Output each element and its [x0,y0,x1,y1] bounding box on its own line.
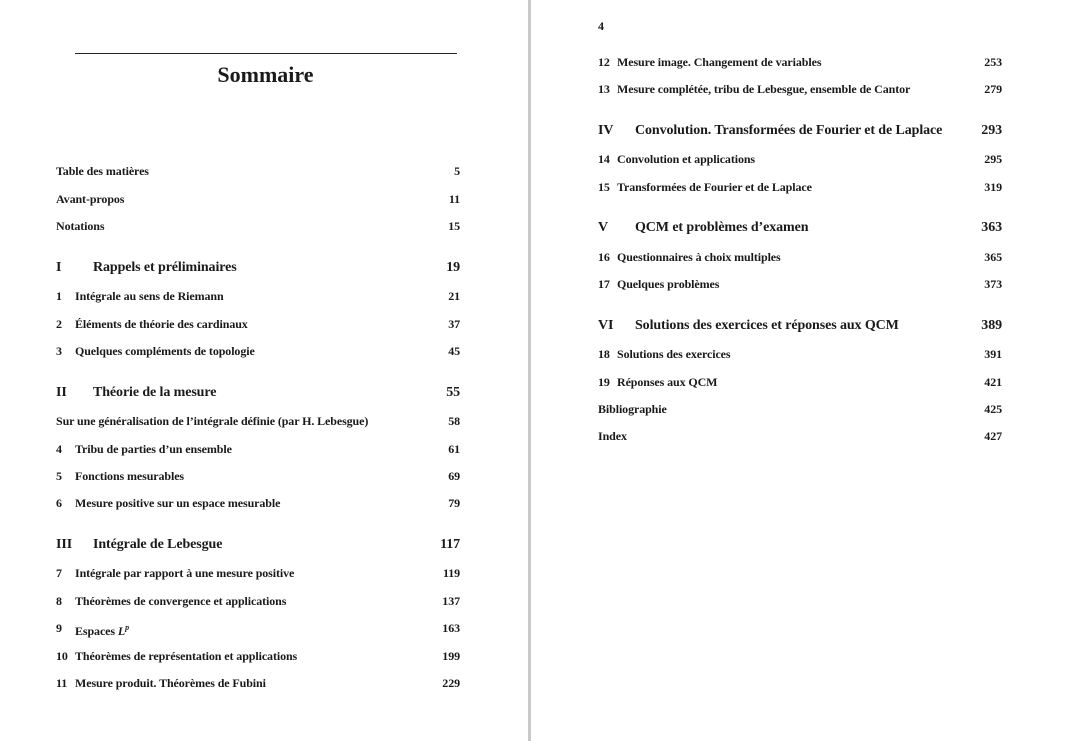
entry-title-text: Éléments de théorie des cardinaux [75,317,248,331]
chapter-number: 17 [598,277,610,291]
page-ref: 137 [442,594,460,608]
entry-title-text: Transformées de Fourier et de Laplace [617,180,812,194]
page-ref: 45 [448,344,460,358]
entry-title-text: Mesure complétée, tribu de Lebesgue, ensemble de Cantor [617,82,911,96]
chapter-number: 15 [598,180,610,194]
toc-part-row [598,317,1002,335]
toc-chapter-row [598,179,1002,195]
math-superscript: p [125,623,130,632]
chapter-number: 11 [56,676,68,690]
entry-title [75,675,266,691]
chapter-number: 2 [56,317,62,331]
entry-title [93,259,237,277]
entry-title-text: Théorèmes de convergence et applications [75,594,287,608]
entry-title [617,54,821,70]
entry-title-text: Fonctions mesurables [75,469,185,483]
page-ref: 61 [448,442,460,456]
page-ref: 79 [448,496,460,510]
page-ref: 373 [984,277,1002,291]
entry-title-text: Théorèmes de représentation et applications [75,649,298,663]
toc-part-row [598,219,1002,237]
chapter-number: 4 [56,442,62,456]
math-symbol: L [117,624,126,638]
toc-chapter-row [598,249,1002,265]
entry-title [75,495,280,511]
toc-chapter-row [56,620,460,636]
part-number: II [56,385,67,400]
toc-chapter-row [56,288,460,304]
entry-title [75,565,294,581]
entry-title-text: Sur une généralisation de l’intégrale définie (par H. Lebesgue) [56,414,369,428]
chapter-number: 13 [598,82,610,96]
entry-title [635,122,942,140]
entry-title [75,468,184,484]
toc-chapter-row [56,316,460,332]
page-ref: 19 [446,260,460,275]
toc-chapter-row [598,81,1002,97]
page-ref: 425 [984,402,1002,416]
entry-title-text: Table des matières [56,164,149,178]
toc-chapter-row [56,343,460,359]
page-ref: 389 [981,318,1002,333]
page-ref: 58 [448,414,460,428]
entry-title [56,218,104,234]
page-ref: 391 [984,347,1002,361]
page-ref: 421 [984,375,1002,389]
entry-title-text: Quelques compléments de topologie [75,344,255,358]
toc-part-row [56,536,460,554]
entry-title-text: Mesure positive sur un espace mesurable [75,496,281,510]
chapter-number: 1 [56,289,62,303]
page-ref: 363 [981,220,1002,235]
entry-title-text: Rappels et préliminaires [93,260,237,275]
entry-title [75,648,297,664]
entry-title [75,441,232,457]
entry-title-text: Intégrale au sens de Riemann [75,289,224,303]
page-ref: 365 [984,250,1002,264]
entry-title [598,428,627,444]
chapter-number: 3 [56,344,62,358]
toc-chapter-row [598,374,1002,390]
part-number: V [598,220,609,235]
page-ref: 69 [448,469,460,483]
toc-chapter-row [598,276,1002,292]
entry-title-text: Intégrale de Lebesgue [93,537,223,552]
toc-chapter-row [56,648,460,664]
page-title: Sommaire [217,62,314,87]
page-ref: 279 [984,82,1002,96]
entry-title [617,346,730,362]
entry-title [617,249,781,265]
toc-part-row [598,122,1002,140]
entry-title [75,593,286,609]
entry-title-text: Quelques problèmes [617,277,720,291]
chapter-number: 7 [56,566,62,580]
toc-entry-row [598,428,1002,444]
entry-title [75,288,224,304]
page-ref: 253 [984,55,1002,69]
entry-title-text: QCM et problèmes d’examen [635,220,809,235]
entry-title-text: Notations [56,219,105,233]
chapter-number: 12 [598,55,610,69]
entry-title [75,343,255,359]
entry-title-text: Index [598,429,627,443]
chapter-number: 8 [56,594,62,608]
toc-entry-row [56,218,460,234]
entry-title-text: Convolution et applications [617,152,755,166]
toc-chapter-row [56,675,460,691]
chapter-number: 16 [598,250,610,264]
page-ref: 319 [984,180,1002,194]
page-ref: 15 [448,219,460,233]
entry-title [93,384,216,402]
entry-title [56,191,124,207]
toc-entry-row [56,413,460,429]
page-ref: 229 [442,676,460,690]
toc-entry-row [56,191,460,207]
entry-title-text: Convolution. Transformées de Fourier et de Laplace [635,123,943,138]
chapter-number: 5 [56,469,62,483]
chapter-number: 14 [598,152,610,166]
entry-title-text: Avant-propos [56,192,125,206]
entry-title [635,219,808,237]
entry-title [93,536,222,554]
part-number: I [56,260,62,275]
entry-title [75,316,248,332]
entry-title [75,620,129,639]
entry-title-text: Mesure produit. Théorèmes de Fubini [75,676,266,690]
chapter-number: 10 [56,649,68,663]
toc-chapter-row [56,441,460,457]
toc-chapter-row [598,54,1002,70]
right-page [531,0,1065,741]
entry-title [617,374,717,390]
chapter-number: 18 [598,347,610,361]
page-ref: 21 [448,289,460,303]
page-ref: 11 [448,192,460,206]
toc-part-row [56,259,460,277]
entry-title-text: Réponses aux QCM [617,375,718,389]
part-number: III [56,537,73,552]
page-ref: 295 [984,152,1002,166]
page-ref: 293 [981,123,1002,138]
left-page [0,0,528,741]
part-number: VI [598,318,614,333]
page-number: 4 [598,19,604,33]
entry-title-text: Théorie de la mesure [93,385,217,400]
page-ref: 5 [454,164,460,178]
chapter-number: 19 [598,375,610,389]
toc-entry-row [56,163,460,179]
entry-title-text: Bibliographie [598,402,667,416]
entry-title-text: Questionnaires à choix multiples [617,250,781,264]
toc-chapter-row [598,346,1002,362]
entry-title-text: Tribu de parties d’un ensemble [75,442,232,456]
title-rule [75,53,457,54]
page-ref: 117 [440,537,460,552]
chapter-number: 9 [56,621,62,635]
part-number: IV [598,123,614,138]
page-ref: 55 [446,385,460,400]
entry-title [617,276,719,292]
page-ref: 119 [442,566,460,580]
toc-chapter-row [56,565,460,581]
page-ref: 163 [442,621,460,635]
toc-entry-row [598,401,1002,417]
toc-chapter-row [56,468,460,484]
entry-title-text: Mesure image. Changement de variables [617,55,822,69]
entry-title [56,163,149,179]
entry-title-text: Intégrale par rapport à une mesure positive [75,566,295,580]
toc-chapter-row [56,495,460,511]
toc-part-row [56,384,460,402]
entry-title [617,151,755,167]
page-ref: 427 [984,429,1002,443]
chapter-number: 6 [56,496,62,510]
entry-title [56,413,368,429]
entry-title [617,81,910,97]
entry-title [598,401,667,417]
toc-chapter-row [56,593,460,609]
entry-title [635,317,899,335]
entry-title-text: Espaces [75,624,115,638]
page-ref: 199 [442,649,460,663]
entry-title-text: Solutions des exercices et réponses aux QCM [635,318,899,333]
page-ref: 37 [448,317,460,331]
entry-title [617,179,812,195]
toc-chapter-row [598,151,1002,167]
entry-title-text: Solutions des exercices [617,347,731,361]
